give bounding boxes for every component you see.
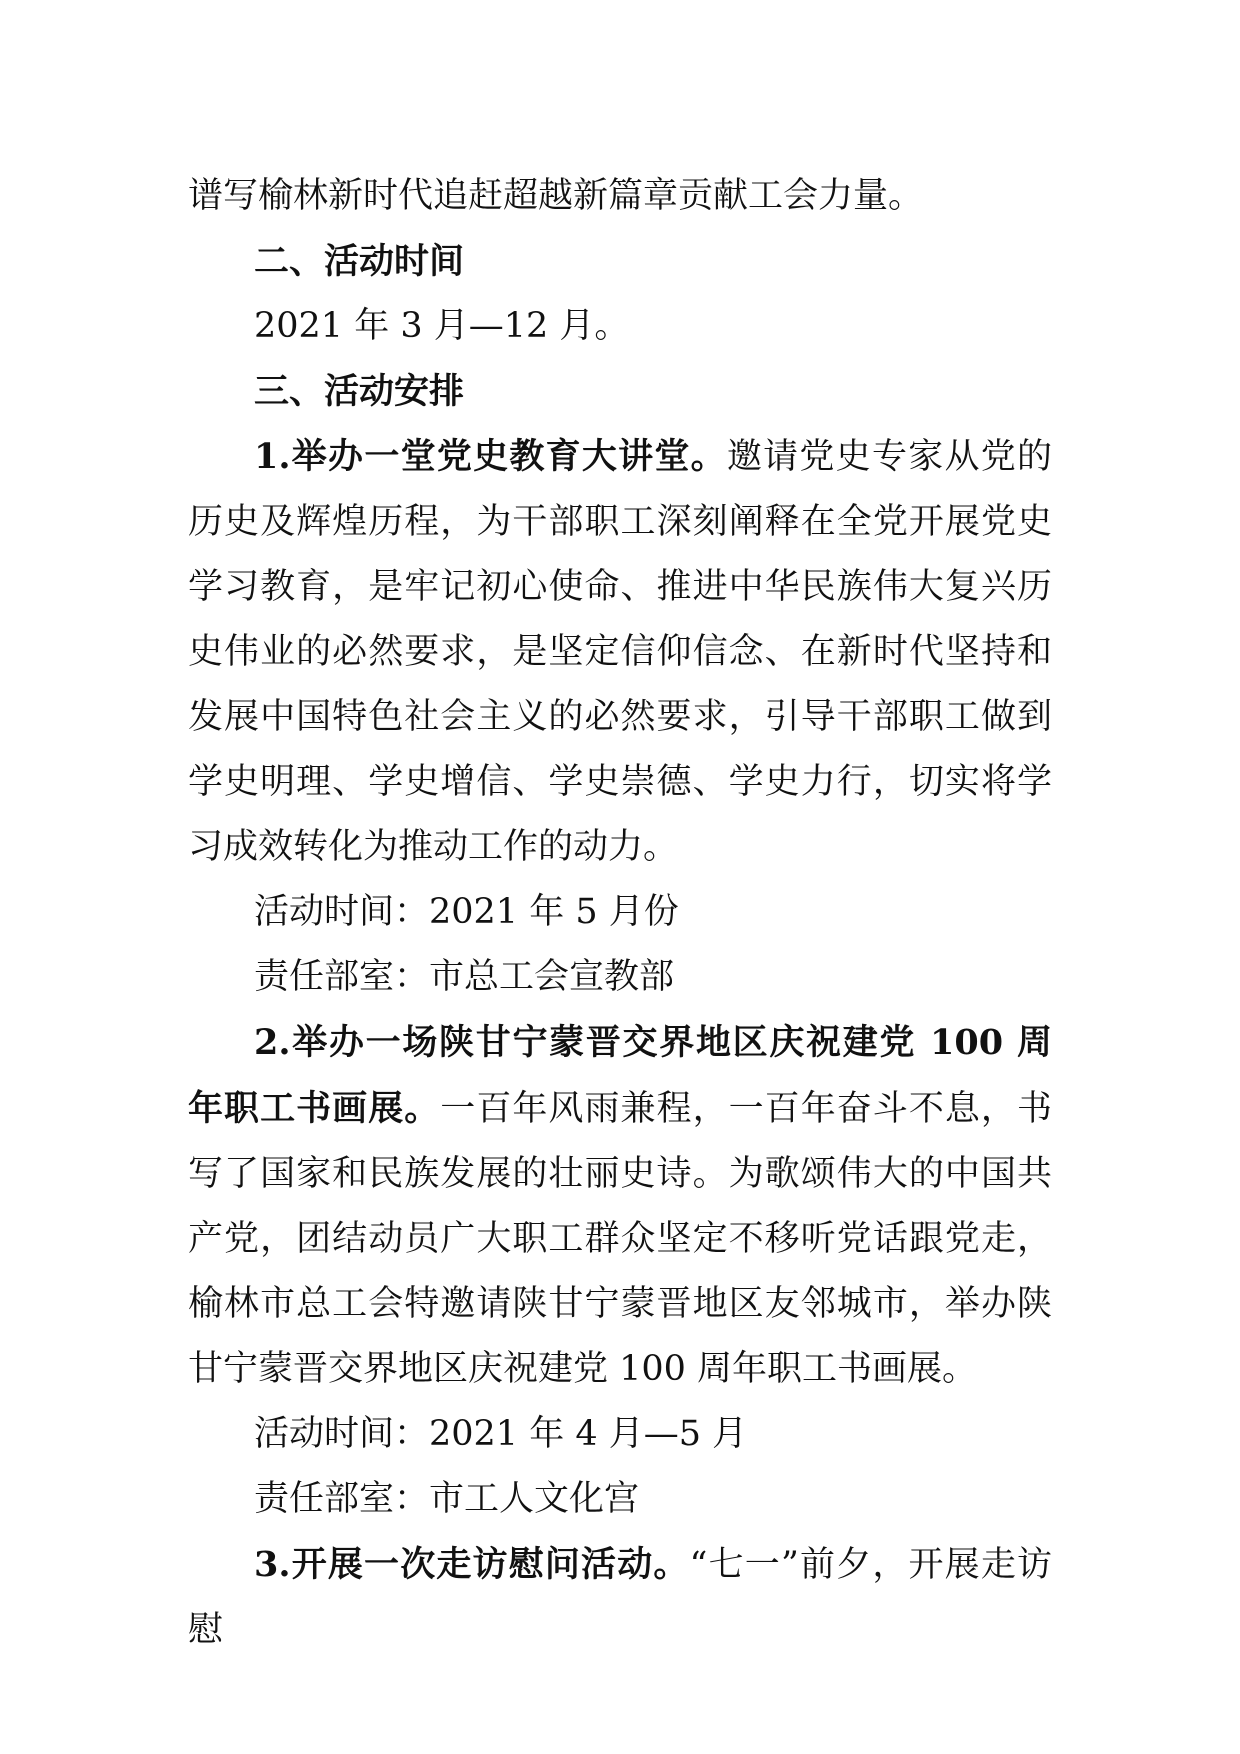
section-time-text: 2021 年 3 月—12 月。 (254, 306, 630, 346)
item-1-lead: 1.举办一堂党史教育大讲堂。 (254, 436, 727, 477)
item-3-body: “七一”前夕，开展走访慰 (188, 1545, 1052, 1650)
arrangement-item-2 (188, 1010, 1052, 1402)
continuation-text: 谱写榆林新时代追赶超越新篇章贡献工会力量。 (188, 176, 924, 216)
item-2-dept: 责任部室：市工人文化宫 (254, 1479, 640, 1519)
arrangement-item-1 (188, 424, 1052, 880)
item-1-dept: 责任部室：市总工会宣教部 (254, 957, 675, 997)
item-2-time: 活动时间：2021 年 4 月—5 月 (254, 1414, 748, 1454)
section-heading-arrangement: 三、活动安排 (254, 371, 465, 412)
item-3-lead: 3.开展一次走访慰问活动。 (254, 1544, 690, 1585)
section-heading-time: 二、活动时间 (254, 241, 465, 282)
arrangement-item-3 (188, 1532, 1052, 1663)
item-2-lead: 2.举办一场陕甘宁蒙晋交界地区庆祝建党 100 周年职工书画展。 (188, 1022, 1052, 1129)
item-1-time: 活动时间：2021 年 5 月份 (254, 892, 679, 932)
item-2-body: 一百年风雨兼程，一百年奋斗不息，书写了国家和民族发展的壮丽史诗。为歌颂伟大的中国共产党，团结动员广大职工群众坚定不移听党话跟党走，榆林市总工会特邀请陕甘宁蒙晋地区友邻城市，举办陕甘宁蒙晋交界地区庆祝建党 100 周年职工书画展。 (188, 1089, 1052, 1389)
item-1-body: 邀请党史专家从党的历史及辉煌历程，为干部职工深刻阐释在全党开展党史学习教育，是牢记初心使命、推进中华民族伟大复兴历史伟业的必然要求，是坚定信仰信念、在新时代坚持和发展中国特色社会主义的必然要求，引导干部职工做到学史明理、学史增信、学史崇德、学史力行，切实将学习成效转化为推动工作的动力。 (188, 437, 1052, 867)
